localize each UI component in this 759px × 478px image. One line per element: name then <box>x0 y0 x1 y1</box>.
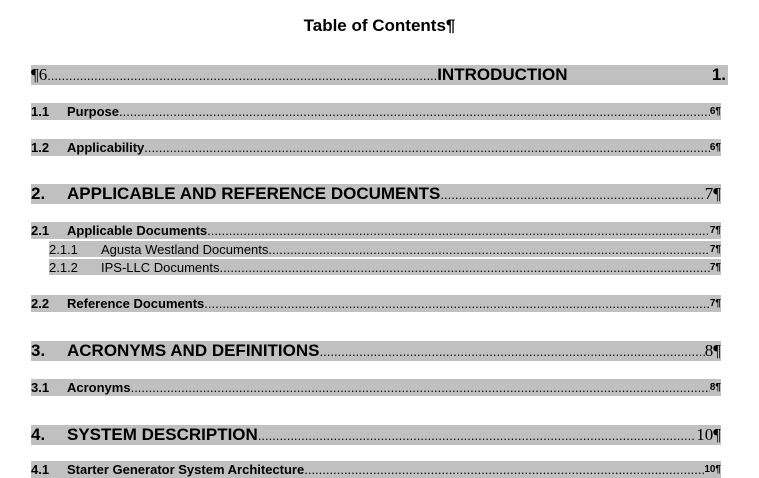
toc-entry-page: 6¶ <box>709 142 721 153</box>
toc-entry-purpose[interactable] <box>31 103 721 120</box>
toc-entry-number: 2. <box>31 184 46 203</box>
toc-entry-page: 8¶ <box>709 382 721 393</box>
toc-entry-page: 7¶ <box>709 243 721 255</box>
toc-entry-label: Applicable Documents <box>67 223 208 238</box>
toc-entry-number: 1.2 <box>31 140 50 155</box>
toc-entry-page: 7¶ <box>709 298 721 309</box>
toc-entry-lead-mark: ¶6 <box>31 65 48 84</box>
toc-entry-page: 8¶ <box>704 341 721 360</box>
dot-leader <box>144 140 710 155</box>
dot-leader <box>320 344 705 359</box>
toc-entry-number: 2.1.1 <box>49 241 78 257</box>
toc-entry-page: 7¶ <box>709 261 721 273</box>
toc-entry-page: 7¶ <box>704 184 721 203</box>
dot-leader <box>119 104 710 119</box>
toc-entry-acronyms-and-definitions[interactable] <box>31 341 721 361</box>
dot-leader <box>220 260 710 275</box>
toc-entry-ips-llc-documents[interactable] <box>49 259 721 275</box>
toc-entry-reference-documents[interactable] <box>31 295 721 312</box>
toc-entry-number: 1.1 <box>31 104 50 119</box>
toc-entry-applicability[interactable] <box>31 139 721 156</box>
dot-leader <box>47 68 437 83</box>
toc-entry-number: 2.1 <box>31 223 50 238</box>
toc-entry-label: Agusta Westland Documents <box>101 241 269 257</box>
toc-entry-label: Acronyms <box>67 380 131 395</box>
toc-entry-number: 2.2 <box>31 296 50 311</box>
toc-entry-label: Starter Generator System Architecture <box>67 462 305 477</box>
toc-entry-label: INTRODUCTION <box>437 65 568 84</box>
toc-entry-label: SYSTEM DESCRIPTION <box>67 425 258 444</box>
dot-leader <box>131 380 710 395</box>
toc-entry-number: 2.1.2 <box>49 259 78 275</box>
toc-entry-applicable-documents[interactable] <box>31 222 721 239</box>
toc-entry-label: Applicability <box>67 140 145 155</box>
toc-entry-number: 4. <box>31 425 46 444</box>
toc-entry-label: Reference Documents <box>67 296 205 311</box>
toc-entry-page: 10¶ <box>704 464 721 475</box>
toc-entry-page: 6¶ <box>709 106 721 117</box>
toc-entry-number: 1. <box>711 65 726 84</box>
toc-entry-number: 3.1 <box>31 380 50 395</box>
toc-entry-number: 3. <box>31 341 46 360</box>
toc-entry-agusta-westland-documents[interactable] <box>49 241 721 257</box>
toc-entry-introduction[interactable] <box>31 65 728 85</box>
toc-title: Table of Contents¶ <box>303 16 456 35</box>
toc-entry-applicable-reference-documents[interactable] <box>31 184 721 204</box>
toc-entry-page: 7¶ <box>709 225 721 236</box>
dot-leader <box>207 223 710 238</box>
toc-entry-label: APPLICABLE AND REFERENCE DOCUMENTS <box>67 184 441 203</box>
dot-leader <box>268 242 709 257</box>
toc-entry-page: 10¶ <box>696 425 721 444</box>
toc-entry-label: IPS-LLC Documents <box>101 259 220 275</box>
dot-leader <box>204 296 710 311</box>
toc-entry-number: 4.1 <box>31 462 50 477</box>
toc-entry-system-description[interactable] <box>31 425 721 445</box>
toc-entry-label: Purpose <box>67 104 120 119</box>
toc-entry-label: ACRONYMS AND DEFINITIONS <box>67 341 320 360</box>
dot-leader <box>440 187 704 202</box>
toc-entry-acronyms[interactable] <box>31 379 721 396</box>
dot-leader <box>258 428 696 443</box>
